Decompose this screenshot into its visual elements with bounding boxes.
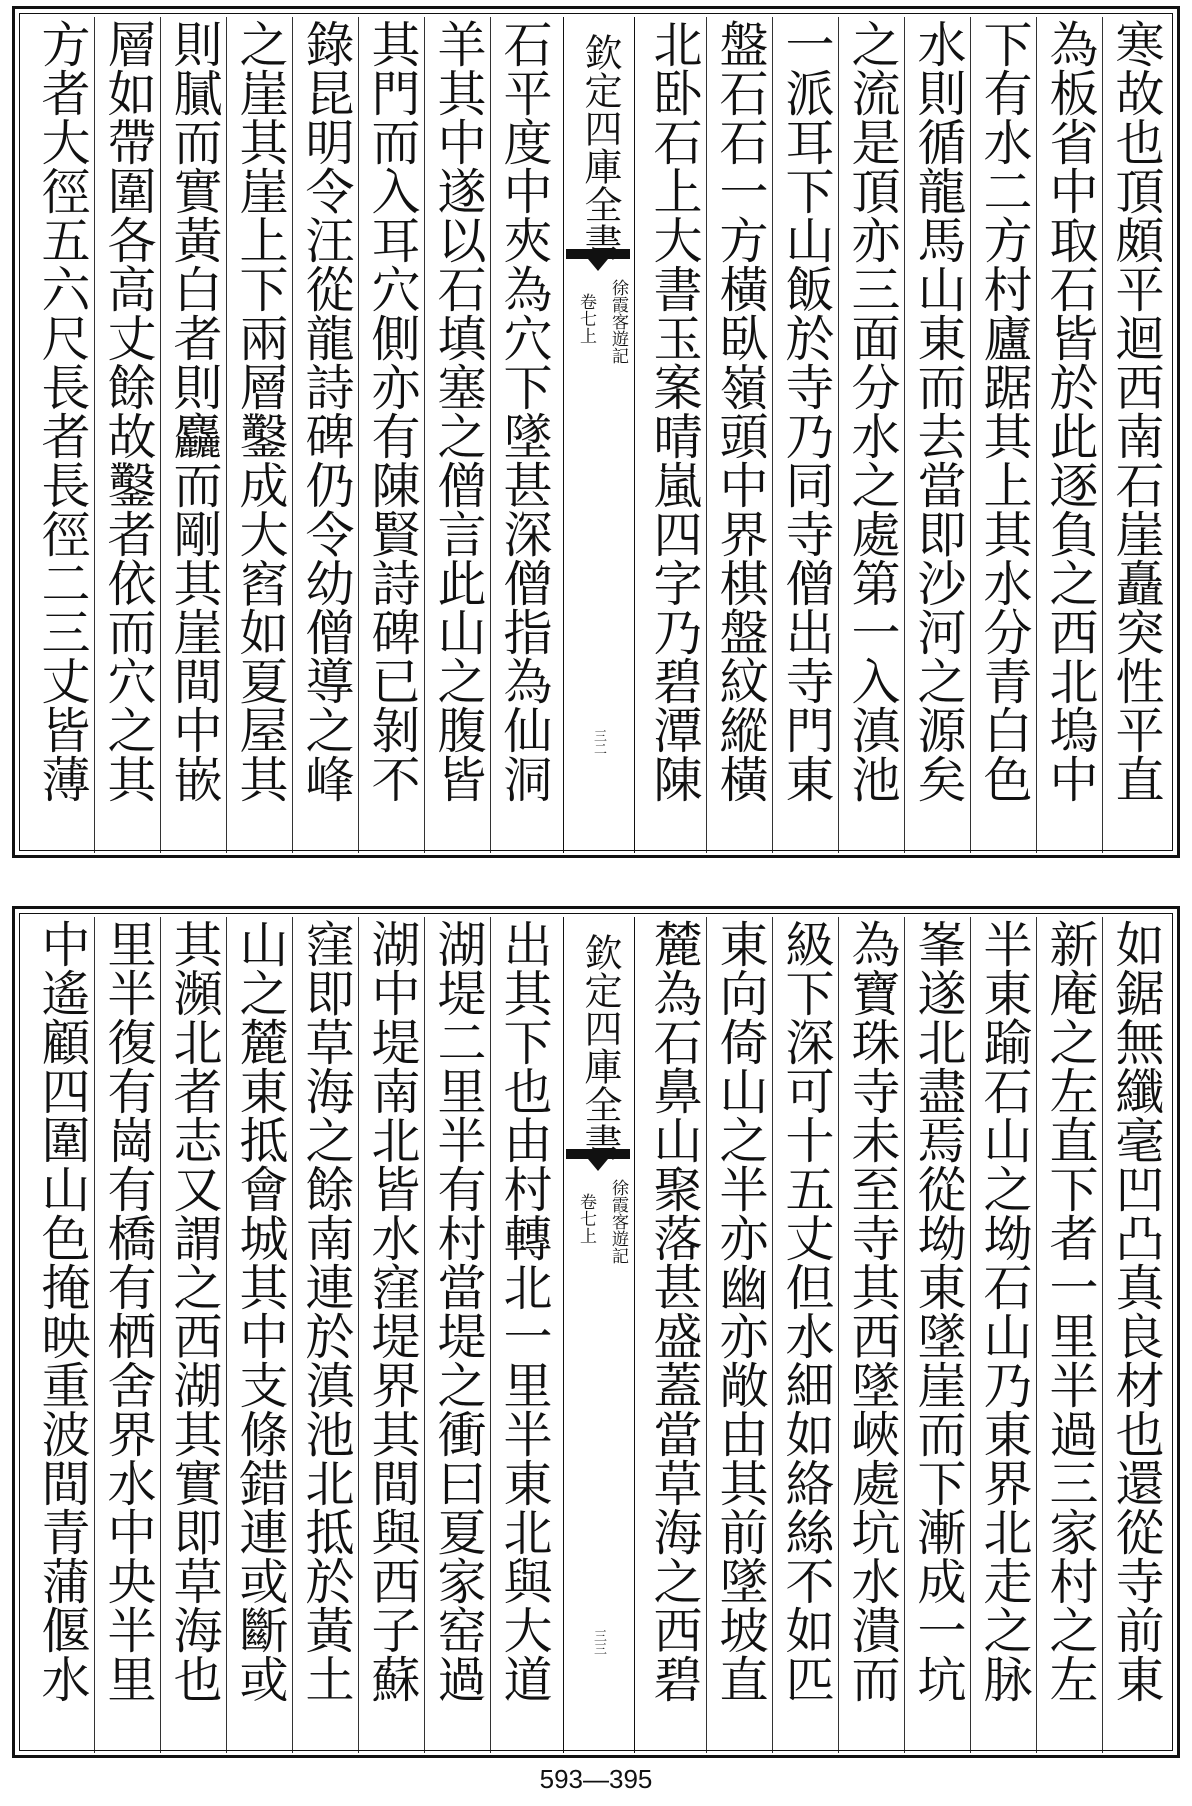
text-column: 為板省中取石皆於此逐負之西北塢中 (1042, 19, 1099, 803)
column-rule (904, 917, 905, 1753)
column-rule (838, 17, 839, 853)
column-rule (904, 17, 905, 853)
text-column: 北卧石上大書玉案晴嵐四字乃碧潭陳 (646, 19, 703, 803)
column-rule (160, 917, 161, 1753)
column-rule (490, 17, 491, 853)
column-rule (424, 17, 425, 853)
text-column: 盤石石一方橫臥嶺頭中界棋盤紋縱橫 (712, 19, 769, 803)
leaf-number: 三三 (591, 1629, 606, 1655)
text-column: 窪即草海之餘南連於滇池北抵於黃土 (298, 919, 355, 1703)
center-gutter (563, 17, 635, 853)
column-rule (772, 917, 773, 1753)
text-column: 一派耳下山飯於寺乃同寺僧出寺門東 (778, 19, 835, 803)
book-title: 徐霞客遊記 (608, 279, 628, 364)
text-column: 其門而入耳穴側亦有陳賢詩碑已剝不 (364, 19, 421, 803)
collection-title: 欽定四庫全書 (578, 933, 622, 1161)
book-info (572, 1167, 628, 1367)
page-footer-number: 593—395 (539, 1764, 653, 1794)
text-column: 新庵之左直下者一里半過三家村之左 (1042, 919, 1099, 1703)
column-rule (160, 17, 161, 853)
text-column: 湖堤二里半有村當堤之衝曰夏家窑過 (430, 919, 487, 1703)
text-column: 其瀕北者志又謂之西湖其實即草海也 (166, 919, 223, 1703)
text-column: 麓為石鼻山聚落甚盛蓋當草海之西碧 (646, 919, 703, 1703)
text-column: 水則循龍馬山東而去當即沙河之源矣 (910, 19, 967, 803)
text-column: 羊其中遂以石填塞之僧言此山之腹皆 (430, 19, 487, 803)
column-rule (490, 917, 491, 1753)
fishtail-mark (566, 249, 630, 259)
column-rule (838, 917, 839, 1753)
column-rule (970, 17, 971, 853)
fishtail-mark (566, 1149, 630, 1159)
book-title: 徐霞客遊記 (608, 1179, 628, 1264)
text-column: 里半復有崗有橋有栖舍界水中央半里 (100, 919, 157, 1703)
column-rule (226, 917, 227, 1753)
book-info (572, 267, 628, 467)
page-bottom (12, 906, 1180, 1758)
collection-title: 欽定四庫全書 (578, 33, 622, 261)
column-rule (94, 917, 95, 1753)
text-column: 層如帶圍各高丈餘故鑿者依而穴之其 (100, 19, 157, 803)
column-rule (292, 917, 293, 1753)
text-column: 寒故也頂頗平迴西南石崖矗突性平直 (1108, 19, 1165, 803)
text-column: 之崖其崖上下兩層鑿成大窞如夏屋其 (232, 19, 289, 803)
text-column: 中遙顧四圍山色掩映重波間青蒲偃水 (34, 919, 91, 1703)
text-column: 半東踰石山之坳石山乃東界北走之脉 (976, 919, 1033, 1703)
center-gutter (563, 917, 635, 1753)
text-column: 級下深可十五丈但水細如絡絲不如匹 (778, 919, 835, 1703)
column-rule (226, 17, 227, 853)
leaf-number: 三二 (591, 729, 606, 755)
column-rule (292, 17, 293, 853)
column-rule (1036, 17, 1037, 853)
text-column: 下有水二方村廬踞其上其水分青白色 (976, 19, 1033, 803)
text-column: 為寶珠寺未至寺其西墜峽處坑水潰而 (844, 919, 901, 1703)
text-column: 峯遂北盡焉從坳東墜崖而下漸成一坑 (910, 919, 967, 1703)
column-rule (772, 17, 773, 853)
column-rule (424, 917, 425, 1753)
volume-label: 卷七上 (576, 1193, 596, 1244)
volume-label: 卷七上 (576, 293, 596, 344)
text-column: 方者大徑五六尺長者長徑二三丈皆薄 (34, 19, 91, 803)
text-column: 湖中堤南北皆水窪堤界其間與西子蘇 (364, 919, 421, 1703)
text-column: 如鋸無纖毫凹凸真良材也還從寺前東 (1108, 919, 1165, 1703)
text-column: 之流是頂亦三面分水之處第一入滇池 (844, 19, 901, 803)
column-rule (358, 917, 359, 1753)
column-rule (706, 17, 707, 853)
page-top (12, 6, 1180, 858)
column-rule (1102, 917, 1103, 1753)
column-rule (1102, 17, 1103, 853)
column-rule (706, 917, 707, 1753)
text-column: 錄昆明令汪從龍詩碑仍令幼僧導之峰 (298, 19, 355, 803)
column-rule (358, 17, 359, 853)
column-rule (1036, 917, 1037, 1753)
text-column: 東向倚山之半亦幽亦敞由其前墜坡直 (712, 919, 769, 1703)
column-rule (94, 17, 95, 853)
text-column: 山之麓東抵會城其中支條錯連或斷或 (232, 919, 289, 1703)
column-rule (970, 917, 971, 1753)
text-column: 石平度中夾為穴下墜甚深僧指為仙洞 (496, 19, 553, 803)
text-column: 則膩而實黃白者則麤而剛其崖間中嵌 (166, 19, 223, 803)
text-column: 出其下也由村轉北一里半東北與大道 (496, 919, 553, 1703)
